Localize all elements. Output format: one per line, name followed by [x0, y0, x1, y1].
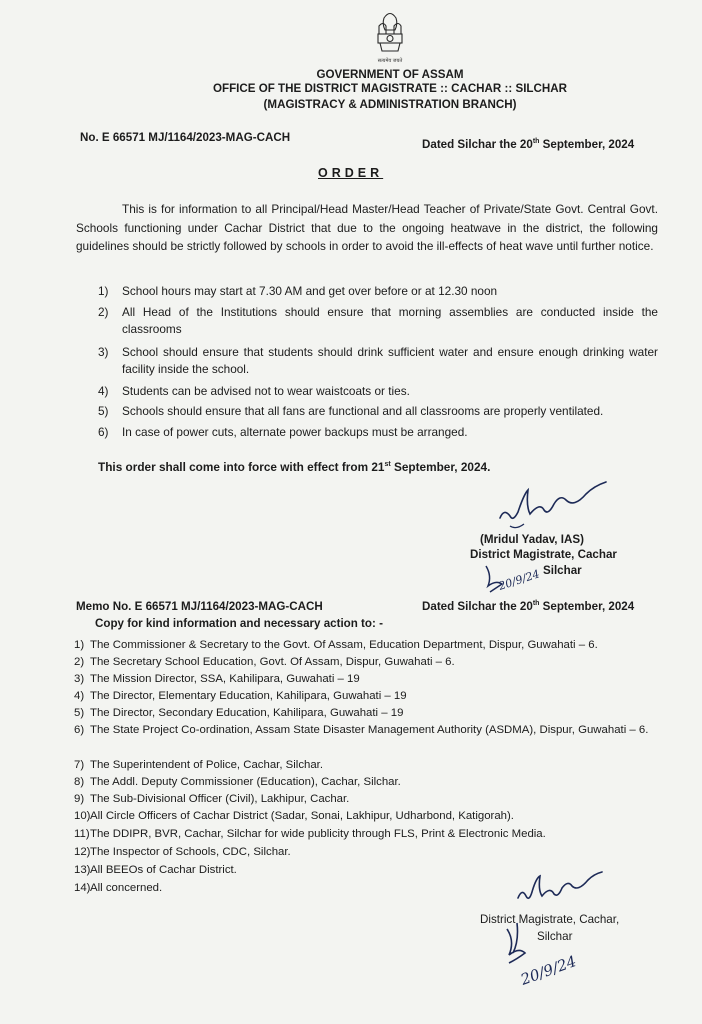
- signature-mark: [510, 868, 620, 918]
- order-reference-number: No. E 66571 MJ/1164/2023-MAG-CACH: [80, 131, 291, 144]
- copy-recipient-item: 5) The Director, Secondary Education, Kahilipara, Guwahati – 19: [74, 707, 404, 719]
- effective-date-statement: This order shall come into force with effect from 21st September, 2024.: [98, 460, 491, 474]
- copy-to-heading: Copy for kind information and necessary action to: -: [95, 617, 383, 630]
- copy-recipient-item: 8) The Addl. Deputy Commissioner (Education), Cachar, Silchar.: [74, 776, 401, 788]
- guideline-item: 2) All Head of the Institutions should ensure that morning assemblies are conducted inside the classrooms: [98, 305, 658, 336]
- copy-recipient-item: 4) The Director, Elementary Education, Kahilipara, Guwahati – 19: [74, 690, 407, 702]
- copy-recipient-item: 11) The DDIPR, BVR, Cachar, Silchar for wide publicity through FLS, Print & Electronic Media.: [74, 828, 546, 840]
- signatory-designation: District Magistrate, Cachar,: [480, 913, 620, 926]
- signature-mark: [480, 478, 640, 538]
- guideline-item: 1) School hours may start at 7.30 AM and get over before or at 12.30 noon: [98, 284, 498, 298]
- order-title: ORDER: [318, 166, 384, 180]
- ashoka-emblem-icon: [370, 8, 410, 66]
- copy-recipient-item: 2) The Secretary School Education, Govt. Of Assam, Dispur, Guwahati – 6.: [74, 656, 455, 668]
- copy-recipient-item: 6) The State Project Co-ordination, Assam State Disaster Management Authority (ASDMA), Dispur, Guwahati – 6.: [74, 724, 649, 736]
- svg-text:20/9/24: 20/9/24: [496, 567, 542, 593]
- signatory-place: Silchar: [537, 930, 573, 943]
- copy-recipient-item: 9) The Sub-Divisional Officer (Civil), Lakhipur, Cachar.: [74, 793, 350, 805]
- copy-recipient-item: 10) All Circle Officers of Cachar District (Sadar, Sonai, Lakhipur, Udharbond, Katigorah).: [74, 810, 514, 822]
- header-government: GOVERNMENT OF ASSAM: [316, 68, 464, 81]
- header-branch: (MAGISTRACY & ADMINISTRATION BRANCH): [263, 98, 517, 111]
- copy-recipient-item: 7) The Superintendent of Police, Cachar, Silchar.: [74, 759, 324, 771]
- copy-recipient-item: 14) All concerned.: [74, 882, 163, 894]
- signatory-place: Silchar: [543, 564, 582, 577]
- order-date: Dated Silchar the 20th September, 2024: [422, 138, 635, 151]
- header-office: OFFICE OF THE DISTRICT MAGISTRATE :: CACHAR :: SILCHAR: [212, 82, 567, 95]
- signatory-designation: District Magistrate, Cachar: [470, 548, 617, 561]
- initials-with-date-mark: [478, 560, 548, 596]
- order-intro-paragraph: This is for information to all Principal/Head Master/Head Teacher of Private/State Govt. Central Govt. Schools functioning under Cachar District that due to the ongoing heatwave in the district, the following guidelines should be strictly followed by schools in order to avoid the ill-effects of heat wave until further notice.: [76, 202, 658, 253]
- copy-recipient-item: 3) The Mission Director, SSA, Kahilipara, Guwahati – 19: [74, 673, 360, 685]
- initials-with-date-mark: [495, 915, 590, 995]
- svg-text:सत्यमेव जयते: सत्यमेव जयते: [377, 58, 403, 64]
- guideline-item: 4) Students can be advised not to wear waistcoats or ties.: [98, 384, 410, 398]
- copy-recipient-item: 12) The Inspector of Schools, CDC, Silchar.: [74, 846, 291, 858]
- svg-text:20/9/24: 20/9/24: [518, 952, 579, 989]
- copy-recipient-item: 13) All BEEOs of Cachar District.: [74, 864, 237, 876]
- guideline-item: 5) Schools should ensure that all fans are functional and all classrooms are properly ventilated.: [98, 404, 604, 418]
- memo-date: Dated Silchar the 20th September, 2024: [422, 600, 635, 613]
- memo-reference-number: Memo No. E 66571 MJ/1164/2023-MAG-CACH: [76, 600, 323, 613]
- signatory-name: (Mridul Yadav, IAS): [480, 533, 584, 546]
- guideline-item: 6) In case of power cuts, alternate power backups must be arranged.: [98, 425, 468, 439]
- copy-recipient-item: 1) The Commissioner & Secretary to the Govt. Of Assam, Education Department, Dispur, Guwahati – 6.: [74, 639, 598, 651]
- guideline-item: 3) School should ensure that students should drink sufficient water and ensure enough drinking water facility inside the school.: [98, 345, 658, 376]
